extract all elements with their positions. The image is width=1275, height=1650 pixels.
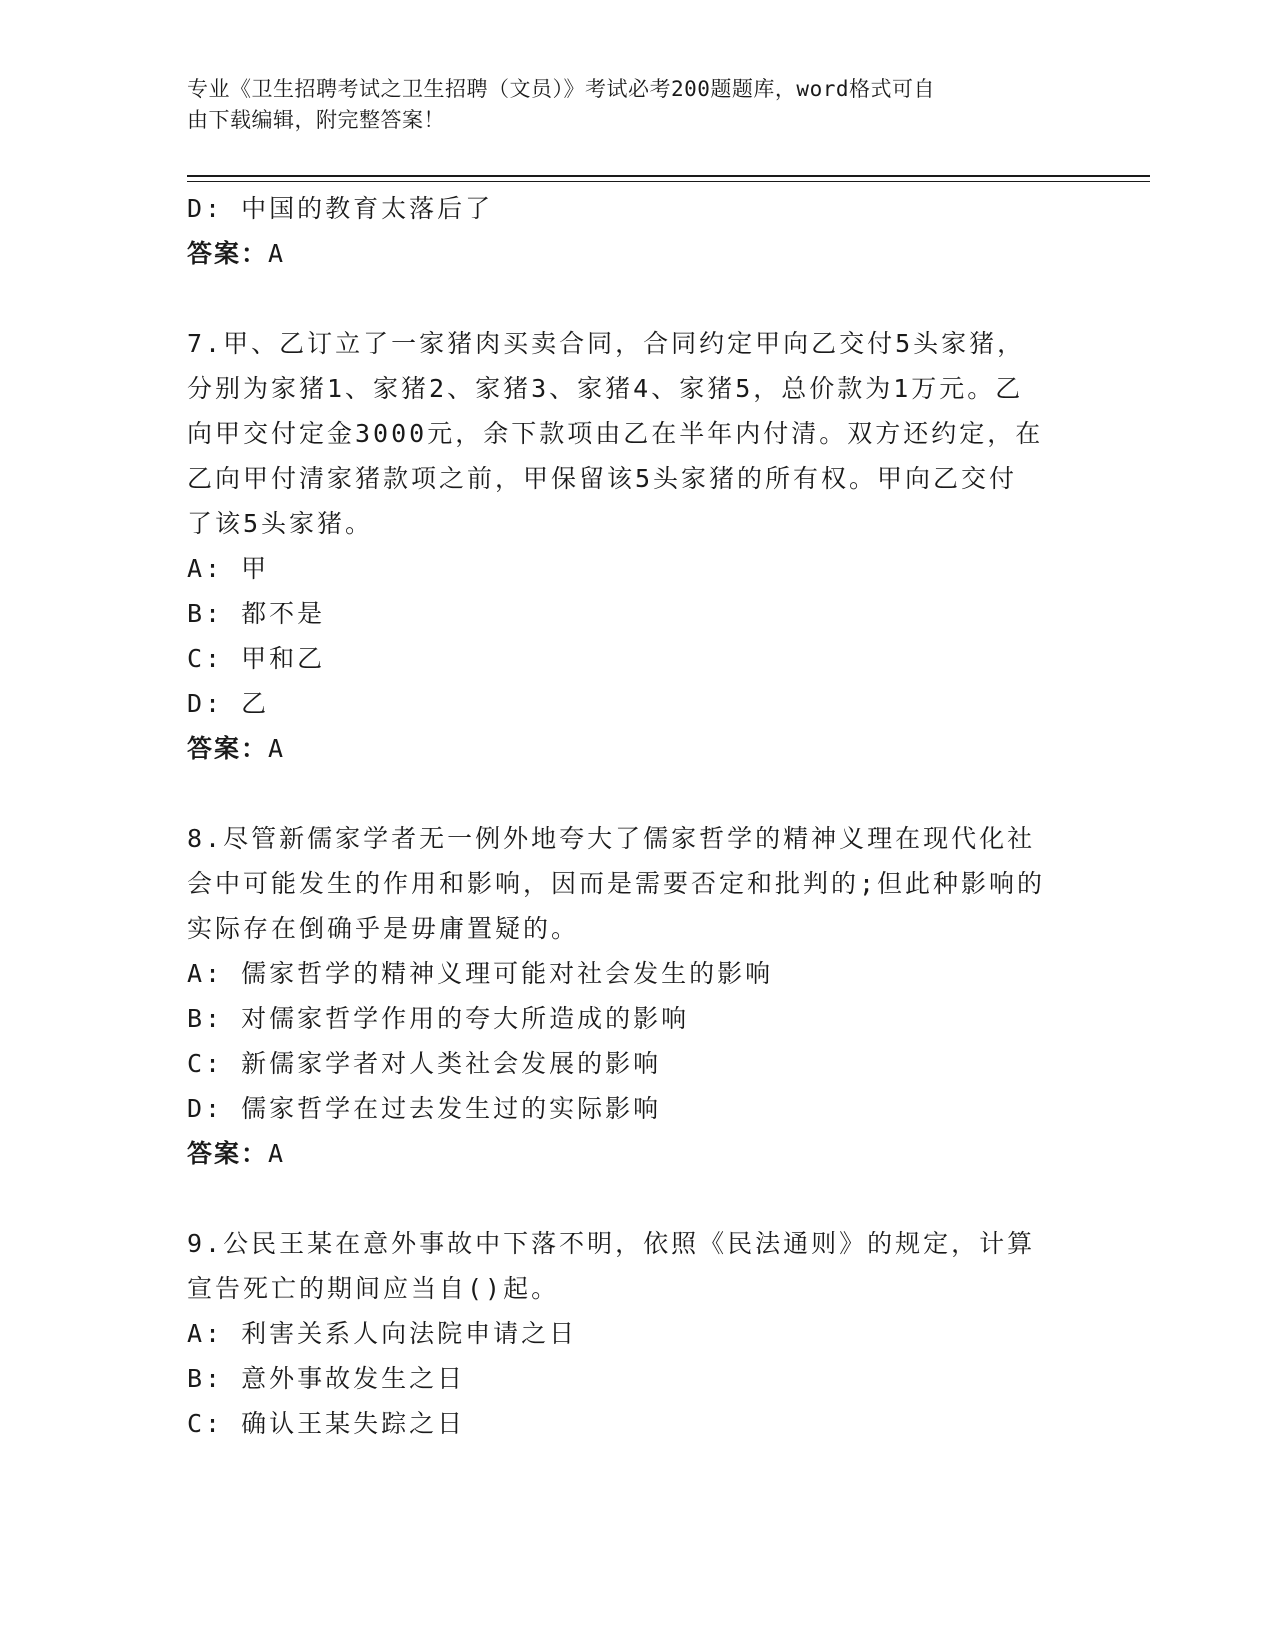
q9-option-a: A: 利害关系人向法院申请之日 bbox=[187, 1319, 578, 1348]
spacer bbox=[187, 771, 1087, 816]
q8-option-c: C: 新儒家学者对人类社会发展的影响 bbox=[187, 1049, 662, 1078]
spacer bbox=[187, 1176, 1087, 1221]
q9-stem-line: 9.公民王某在意外事故中下落不明，依照《民法通则》的规定，计算 bbox=[187, 1229, 1036, 1258]
question-7 bbox=[187, 321, 1087, 771]
spacer bbox=[187, 276, 1087, 321]
answer-label: 答案： bbox=[187, 239, 269, 268]
q7-stem-line: 了该5头家猪。 bbox=[187, 509, 374, 538]
answer-label: 答案： bbox=[187, 1139, 269, 1168]
q8-stem-line: 实际存在倒确乎是毋庸置疑的。 bbox=[187, 914, 580, 943]
question-9 bbox=[187, 1221, 1087, 1446]
question-8 bbox=[187, 816, 1087, 1176]
answer-label: 答案： bbox=[187, 734, 269, 763]
q7-option-b: B: 都不是 bbox=[187, 599, 326, 628]
q7-stem-line: 乙向甲付清家猪款项之前，甲保留该5头家猪的所有权。甲向乙交付 bbox=[187, 464, 1018, 493]
q8-answer bbox=[187, 1131, 1087, 1176]
q8-option-a: A: 儒家哲学的精神义理可能对社会发生的影响 bbox=[187, 959, 774, 988]
q7-stem-line: 7.甲、乙订立了一家猪肉买卖合同，合同约定甲向乙交付5头家猪， bbox=[187, 329, 1026, 358]
q9-option-c: C: 确认王某失踪之日 bbox=[187, 1409, 466, 1438]
header-line-2: 由下载编辑，附完整答案！ bbox=[187, 108, 445, 132]
header-line-1: 专业《卫生招聘考试之卫生招聘（文员）》考试必考200题题库，word格式可自 bbox=[187, 77, 935, 101]
q8-option-b: B: 对儒家哲学作用的夸大所造成的影响 bbox=[187, 1004, 690, 1033]
document-body bbox=[187, 186, 1087, 1446]
q8-stem-line: 会中可能发生的作用和影响，因而是需要否定和批判的;但此种影响的 bbox=[187, 869, 1046, 898]
q7-stem-line: 分别为家猪1、家猪2、家猪3、家猪4、家猪5，总价款为1万元。乙 bbox=[187, 374, 1024, 403]
q7-answer bbox=[187, 726, 1087, 771]
q8-option-d: D: 儒家哲学在过去发生过的实际影响 bbox=[187, 1094, 662, 1123]
prev-option-d: D: 中国的教育太落后了 bbox=[187, 194, 494, 223]
q7-option-c: C: 甲和乙 bbox=[187, 644, 326, 673]
q7-option-a: A: 甲 bbox=[187, 554, 270, 583]
document-header bbox=[187, 74, 1067, 136]
answer-value: A bbox=[268, 239, 286, 268]
answer-value: A bbox=[268, 1139, 286, 1168]
q9-stem-line: 宣告死亡的期间应当自()起。 bbox=[187, 1274, 560, 1303]
q7-stem-line: 向甲交付定金3000元，余下款项由乙在半年内付清。双方还约定，在 bbox=[187, 419, 1044, 448]
prev-answer bbox=[187, 231, 1087, 276]
q7-option-d: D: 乙 bbox=[187, 689, 270, 718]
q9-option-b: B: 意外事故发生之日 bbox=[187, 1364, 466, 1393]
header-divider bbox=[187, 175, 1150, 182]
answer-value: A bbox=[268, 734, 286, 763]
q8-stem-line: 8.尽管新儒家学者无一例外地夸大了儒家哲学的精神义理在现代化社 bbox=[187, 824, 1036, 853]
